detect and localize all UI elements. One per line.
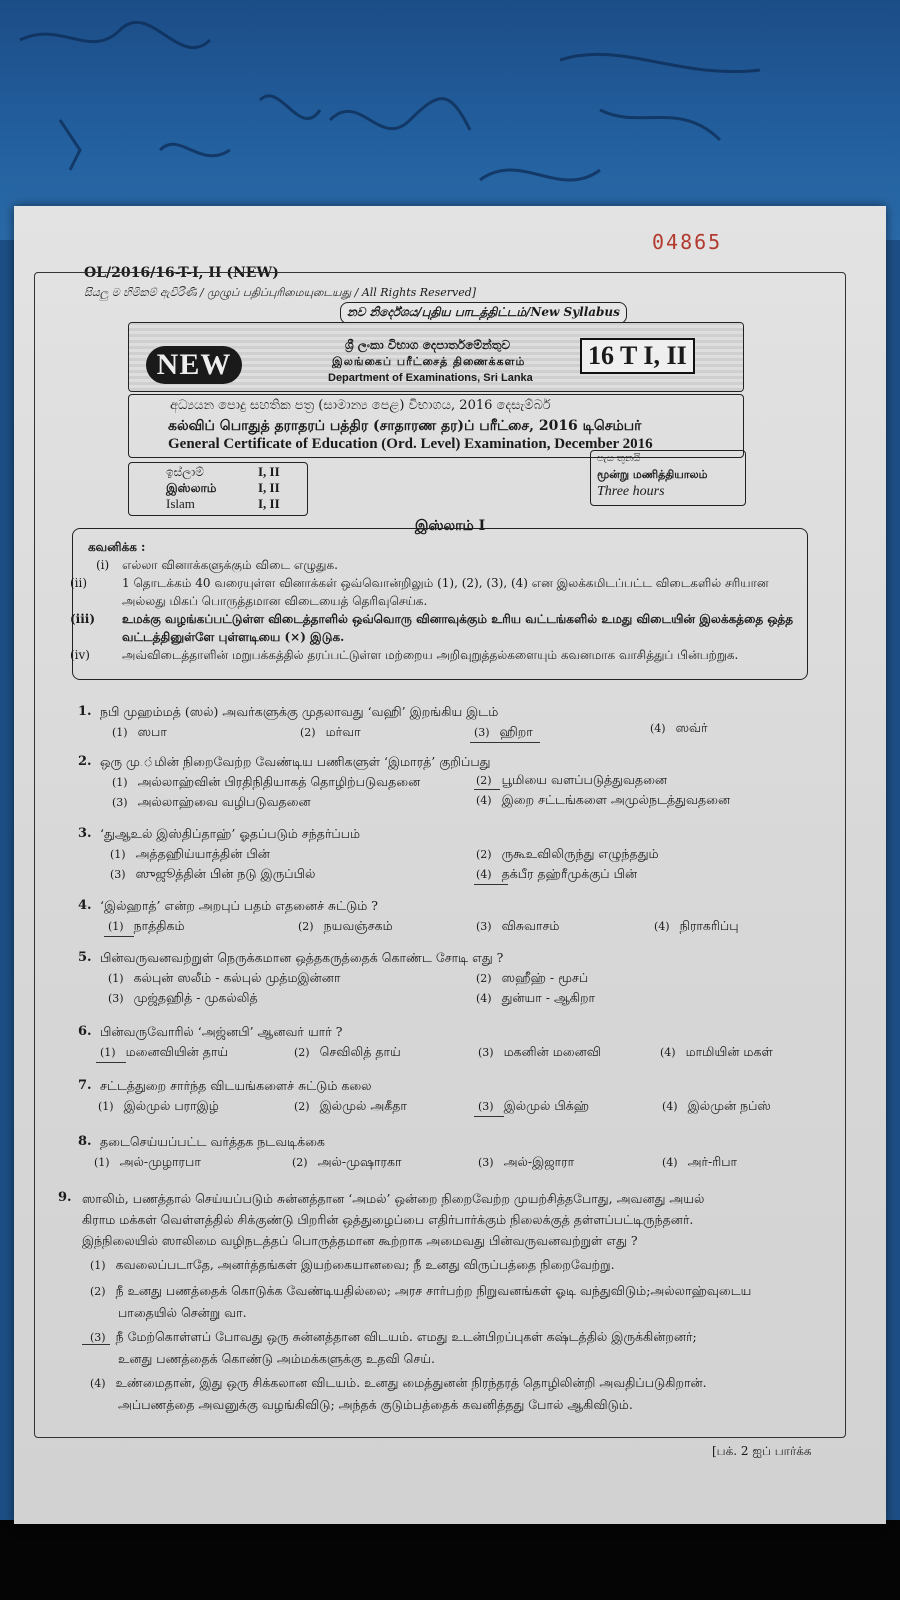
option-text: ஸஹீஹ் - மூசப் xyxy=(501,970,589,985)
answer-option xyxy=(294,1044,401,1061)
stem-line: ஸாலிம், பணத்தால் செய்யப்படும் சுன்னத்தான ‘அமல்’ ஒன்றை நிறைவேற்ற முயற்சித்தபோது, அவனது அயல் xyxy=(82,1191,705,1206)
answer-option xyxy=(112,774,420,791)
answer-option xyxy=(660,1044,773,1061)
option-text: ஹிறா xyxy=(499,724,533,739)
option-text: அல்லாஹ்வின் பிரதிநிதியாகத் தொழிற்படுவதனை xyxy=(137,774,421,789)
option-text: அல்-முழாரபா xyxy=(119,1154,201,1169)
question-stem: பின்வருவனவற்றுள் நெருக்கமான ஒத்தகருத்தைக் கொண்ட சோடி எது ? xyxy=(100,950,504,965)
instruction-item xyxy=(70,646,812,664)
question-number: 3. xyxy=(78,826,92,841)
option-text: ருகூஉவிலிருந்து எழுந்ததும் xyxy=(501,846,659,861)
subject-value: I, II xyxy=(258,480,280,495)
option-number: (2) xyxy=(300,726,316,739)
option-text: துன்யா - ஆகிறா xyxy=(501,990,596,1005)
option-text: மகனின் மனைவி xyxy=(503,1044,601,1059)
option-text: மாமியின் மகள் xyxy=(685,1044,773,1059)
instructions-heading: கவனிக்க : xyxy=(88,540,146,554)
option-number: (2) xyxy=(476,774,492,787)
answer-option xyxy=(662,1154,737,1171)
option-number: (3) xyxy=(112,796,128,809)
option-text: உண்மைதான், இது ஒரு சிக்கலான விடயம். உனது மைத்துனன் நிரந்தரத் தொழிலின்றி அவதிப்படுகிறான். xyxy=(115,1375,707,1390)
answer-option xyxy=(476,970,588,987)
option-number: (3) xyxy=(478,1100,494,1113)
option-number: (2) xyxy=(292,1156,308,1169)
question-number: 1. xyxy=(78,704,92,719)
answer-option xyxy=(300,724,361,741)
answer-option xyxy=(298,918,393,935)
answer-option xyxy=(90,1326,830,1369)
instruction-number: (iii) xyxy=(70,612,96,626)
option-number: (4) xyxy=(90,1377,106,1390)
option-text: அல்-இஜாரா xyxy=(503,1154,575,1169)
option-text: பூமியை வளப்படுத்துவதனை xyxy=(501,772,668,787)
subject-row xyxy=(166,480,280,497)
subject-label: இஸ்லாம் xyxy=(166,481,217,495)
answer-option xyxy=(112,724,167,741)
option-number: (4) xyxy=(476,992,492,1005)
question-number: 4. xyxy=(78,898,92,913)
answer-option xyxy=(108,990,258,1007)
option-number: (4) xyxy=(476,868,492,881)
pen-underline xyxy=(104,936,134,937)
answer-option xyxy=(654,918,739,935)
answer-option xyxy=(476,918,559,935)
stem-line: இந்நிலையில் ஸாலிமை வழிநடத்தப் பொருத்தமான கூற்றாக அமைவது பின்வருவனவற்றுள் எது ? xyxy=(82,1233,638,1248)
answer-option xyxy=(110,846,270,863)
option-text: இல்முல் பராஇழ் xyxy=(123,1098,219,1113)
option-text: இறை சட்டங்களை அமுல்நடத்துவதனை xyxy=(501,792,731,807)
stem-line: கிராம மக்கள் வெள்ளத்தில் சிக்குண்டு பிறரின் ஒத்துழைப்பை எதிர்பார்க்கும் நிலைக்குத் தள்ளப்பட்டிருந்தனர். xyxy=(82,1212,694,1227)
option-text: இல்முல் அகீதா xyxy=(319,1098,407,1113)
pen-underline xyxy=(470,742,540,743)
subject-row xyxy=(166,464,280,480)
question-number: 2. xyxy=(78,754,92,769)
option-number: (3) xyxy=(108,992,124,1005)
desk-bottom xyxy=(0,1520,900,1600)
option-text: அல்-முஷாரகா xyxy=(317,1154,402,1169)
instruction-item xyxy=(96,556,802,574)
desk-graffiti xyxy=(0,0,900,240)
answer-option xyxy=(662,1098,771,1115)
option-number: (4) xyxy=(662,1100,678,1113)
answer-option xyxy=(112,794,311,811)
instruction-text: 1 தொடக்கம் 40 வரையுள்ள வினாக்கள் ஒவ்வொன்றிலும் (1), (2), (3), (4) என இலக்கமிடப்பட்ட விடைகளில் சரியான அல்லது மிகப் பொருத்தமான விடையைத் தெரிவுசெய்க. xyxy=(122,576,769,608)
duration-english: Three hours xyxy=(597,484,665,499)
option-number: (1) xyxy=(98,1100,114,1113)
instruction-number: (i) xyxy=(96,558,110,572)
subject-value: I, II xyxy=(258,464,280,479)
question-number: 7. xyxy=(78,1078,92,1093)
option-number: (2) xyxy=(294,1100,310,1113)
pen-underline xyxy=(474,884,508,885)
option-text: பாதையில் சென்று வா. xyxy=(118,1305,247,1320)
paper-code-box: 16 T I, II xyxy=(580,338,695,374)
pen-underline xyxy=(96,1062,126,1063)
answer-option xyxy=(474,724,533,741)
paper-title: இஸ்லாம் I xyxy=(414,518,486,534)
instruction-item xyxy=(70,574,812,610)
paper-reference-code: OL/2016/16-T-I, II (NEW) xyxy=(84,265,279,281)
answer-option xyxy=(478,1098,589,1115)
answer-option xyxy=(478,1044,601,1061)
question-number: 9. xyxy=(58,1190,72,1205)
question-stem: ஒரு மு.்மின் நிறைவேற்ற வேண்டிய பணிகளுள் ‘இமாரத்’ குறிப்பது xyxy=(100,754,491,769)
answer-option xyxy=(98,1098,219,1115)
option-number: (4) xyxy=(650,722,666,735)
answer-option xyxy=(100,1044,228,1061)
instruction-text: எல்லா வினாக்களுக்கும் விடை எழுதுக. xyxy=(122,558,338,572)
exam-title-english: General Certificate of Education (Ord. Level) Examination, December 2016 xyxy=(168,436,653,452)
answer-option xyxy=(294,1098,407,1115)
question-stem: நபி முஹம்மத் (ஸல்) அவர்களுக்கு முதலாவது ‘வஹி’ இறங்கிய இடம் xyxy=(100,704,499,719)
answer-option xyxy=(476,846,659,863)
question-number: 8. xyxy=(78,1134,92,1149)
option-text: கல்புன் ஸலீம் - கல்புல் முத்மஇன்னா xyxy=(133,970,341,985)
department-name-sinhala: ශ්‍රී ලංකා විභාග දෙපාර්තමේන්තුව xyxy=(345,338,511,352)
option-text: ஸவ்ர் xyxy=(675,720,708,735)
answer-option xyxy=(94,1154,201,1171)
option-text: மனைவியின் தாய் xyxy=(125,1044,229,1059)
duration-tamil: மூன்று மணித்தியாலம் xyxy=(597,468,708,481)
answer-option xyxy=(478,1154,574,1171)
option-number: (4) xyxy=(660,1046,676,1059)
answer-option xyxy=(476,772,667,789)
rights-notice: සියලු ම හිමිකම් ඇවිරිණි / முழுப் பதிப்புரிமையுடையது / All Rights Reserved] xyxy=(84,286,477,299)
option-number: (1) xyxy=(108,920,124,933)
option-text: கவலைப்படாதே, அனர்த்தங்கள் இயற்கையானவை; நீ உனது விருப்பத்தை நிறைவேற்று. xyxy=(115,1257,615,1272)
option-text: நிராகரிப்பு xyxy=(679,918,739,933)
option-number: (1) xyxy=(112,726,128,739)
instruction-number: (iv) xyxy=(70,648,90,662)
option-number: (2) xyxy=(476,848,492,861)
next-page-note: [பக். 2 ஐப் பார்க்க xyxy=(712,1444,812,1458)
question-stem xyxy=(82,1188,822,1251)
question-stem: சட்டத்துறை சார்ந்த விடயங்களைச் சுட்டும் கலை xyxy=(100,1078,372,1093)
answer-option xyxy=(108,970,340,987)
instruction-item xyxy=(70,610,812,646)
option-number: (2) xyxy=(90,1285,106,1298)
exam-title-sinhala: අධ්‍යයන පොදු සහතික පත්‍ර (සාමාන්‍ය පෙළ) විභාගය, 2016 දෙසැම්බර් xyxy=(170,398,551,413)
answer-option xyxy=(476,990,595,1007)
answer-option xyxy=(90,1254,830,1276)
answer-option xyxy=(476,866,637,883)
option-number: (4) xyxy=(662,1156,678,1169)
option-number: (3) xyxy=(478,1046,494,1059)
option-number: (3) xyxy=(90,1331,106,1344)
answer-option xyxy=(292,1154,401,1171)
option-number: (3) xyxy=(110,868,126,881)
option-text: நாத்திகம் xyxy=(133,918,185,933)
pen-underline xyxy=(82,1344,110,1345)
option-number: (3) xyxy=(474,726,490,739)
subject-label: Islam xyxy=(166,496,195,511)
pen-underline xyxy=(474,1116,504,1117)
option-text: ஸுஜூத்தின் பின் நடு இருப்பில் xyxy=(135,866,316,881)
answer-option xyxy=(90,1372,830,1415)
question-stem: தடைசெய்யப்பட்ட வர்த்தக நடவடிக்கை xyxy=(100,1134,325,1149)
option-number: (3) xyxy=(476,920,492,933)
option-number: (1) xyxy=(110,848,126,861)
option-text: நயவஞ்சகம் xyxy=(323,918,393,933)
instruction-text: உமக்கு வழங்கப்பட்டுள்ள விடைத்தாளில் ஒவ்வொரு வினாவுக்கும் உரிய வட்டங்களில் உமது விடையின் இலக்கத்தை ஒத்த வட்டத்தினுள்ளே புள்ளடியை (×) இடுக. xyxy=(122,612,794,644)
answer-option xyxy=(650,720,708,737)
option-number: (2) xyxy=(294,1046,310,1059)
answer-option xyxy=(476,792,730,809)
option-text: அல்லாஹ்வை வழிபடுவதனை xyxy=(137,794,311,809)
answer-option xyxy=(90,1280,830,1323)
option-number: (3) xyxy=(478,1156,494,1169)
instruction-text: அவ்விடைத்தாளின் மறுபக்கத்தில் தரப்பட்டுள்ள மற்றைய அறிவுறுத்தல்களையும் கவனமாக வாசித்துப் பின்பற்றுக. xyxy=(122,648,739,662)
option-text: அர்-ரிபா xyxy=(687,1154,738,1169)
answer-option xyxy=(110,866,315,883)
serial-number: 04865 xyxy=(652,230,723,254)
subject-value: I, II xyxy=(258,496,280,511)
option-text: விசுவாசம் xyxy=(501,918,560,933)
option-text: ஸபா xyxy=(137,724,167,739)
question-number: 5. xyxy=(78,950,92,965)
option-text: முஜ்தஹித் - முகல்லித் xyxy=(133,990,258,1005)
option-text: நீ மேற்கொள்ளப் போவது ஒரு சுன்னத்தான விடயம். எமது உடன்பிறப்புகள் கஷ்டத்தில் இருக்கின்றனர்; xyxy=(115,1329,697,1344)
option-text: செவிலித் தாய் xyxy=(319,1044,401,1059)
option-number: (1) xyxy=(112,776,128,789)
option-text: நீ உனது பணத்தைக் கொடுக்க வேண்டியதில்லை; அரச சார்பற்ற நிறுவனங்கள் ஓடி வந்துவிடும்;அல்லாஹ்வுடைய xyxy=(115,1283,752,1298)
question-number: 6. xyxy=(78,1024,92,1039)
option-number: (2) xyxy=(298,920,314,933)
department-name-english: Department of Examinations, Sri Lanka xyxy=(328,372,533,384)
option-number: (1) xyxy=(94,1156,110,1169)
option-number: (1) xyxy=(108,972,124,985)
department-name-tamil: இலங்கைப் பரீட்சைத் திணைக்களம் xyxy=(332,355,526,368)
subject-label: ඉස්ලාම් xyxy=(166,465,204,479)
option-number: (2) xyxy=(476,972,492,985)
option-text: இல்முல் பிக்ஹ் xyxy=(503,1098,590,1113)
option-text: உனது பணத்தைக் கொண்டு அம்மக்களுக்கு உதவி செய். xyxy=(118,1351,436,1366)
option-number: (1) xyxy=(90,1259,106,1272)
option-number: (4) xyxy=(654,920,670,933)
option-number: (4) xyxy=(476,794,492,807)
new-badge: NEW xyxy=(146,346,242,384)
pen-underline xyxy=(474,789,500,790)
option-text: இல்முன் நப்ஸ் xyxy=(687,1098,771,1113)
option-text: அத்தஹிய்யாத்தின் பின் xyxy=(135,846,270,861)
question-stem: ‘துஆஉல் இஸ்திப்தாஹ்’ ஓதப்படும் சந்தர்ப்பம் xyxy=(100,826,361,841)
option-text: மர்வா xyxy=(325,724,361,739)
subject-row xyxy=(166,496,280,512)
option-number: (1) xyxy=(100,1046,116,1059)
duration-sinhala: පැය තුනයි xyxy=(597,453,641,464)
instruction-number: (ii) xyxy=(70,576,88,590)
option-text: தக்பீர தஹ்ரீமுக்குப் பின் xyxy=(501,866,638,881)
answer-option xyxy=(108,918,185,935)
syllabus-label: නව නිර්දේශය/புதிய பாடத்திட்டம்/New Syllabus xyxy=(340,302,627,324)
option-text: அப்பணத்தை அவனுக்கு வழங்கிவிடு; அந்தக் குடும்பத்தைக் கவனித்தது போல் ஆகிவிடும். xyxy=(118,1397,633,1412)
question-stem: பின்வருவோரில் ‘அஜ்னபி’ ஆனவர் யார் ? xyxy=(100,1024,343,1039)
question-stem: ‘இல்ஹாத்’ என்ற அறபுப் பதம் எதனைச் சுட்டும் ? xyxy=(100,898,378,913)
exam-title-tamil: கல்விப் பொதுத் தராதரப் பத்திர (சாதாரண தர)ப் பரீட்சை, 2016 டிசெம்பர் xyxy=(168,418,642,434)
